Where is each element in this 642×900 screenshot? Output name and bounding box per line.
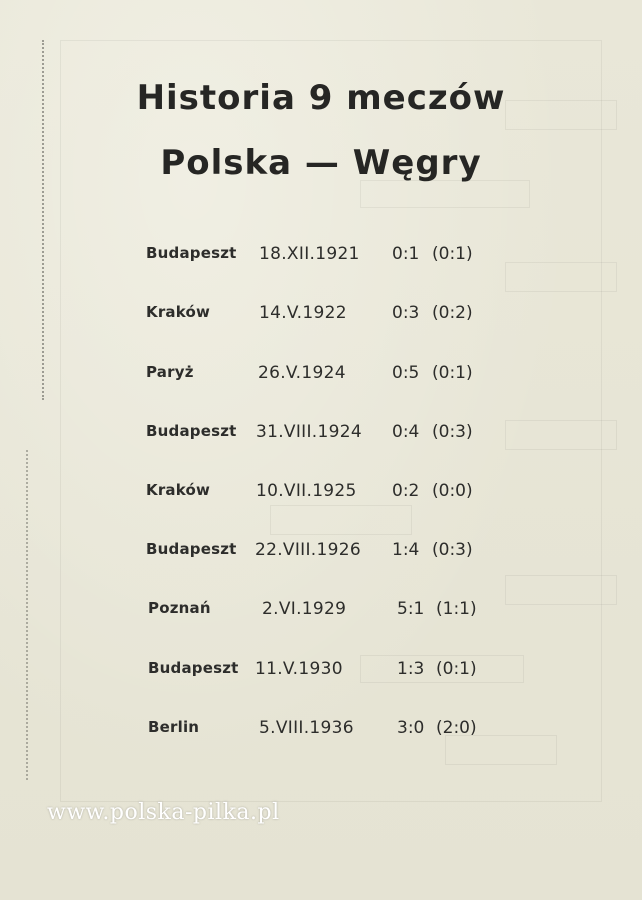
- match-date: 2.VI.1929: [262, 599, 347, 619]
- match-row: [0, 599, 642, 629]
- match-city: Budapeszt: [148, 659, 239, 677]
- match-row: [0, 363, 642, 393]
- match-city: Kraków: [146, 481, 211, 499]
- match-row: [0, 540, 642, 570]
- match-score: 0:2: [392, 481, 420, 501]
- match-row: [0, 481, 642, 511]
- match-halftime-score: (0:1): [436, 659, 477, 679]
- match-date: 22.VIII.1926: [255, 540, 361, 560]
- match-city: Budapeszt: [146, 244, 237, 262]
- match-halftime-score: (0:2): [432, 303, 473, 323]
- match-row: [0, 244, 642, 274]
- match-date: 10.VII.1925: [256, 481, 357, 501]
- match-score: 5:1: [397, 599, 425, 619]
- match-score: 3:0: [397, 718, 425, 738]
- match-score: 0:3: [392, 303, 420, 323]
- match-halftime-score: (1:1): [436, 599, 477, 619]
- match-date: 5.VIII.1936: [259, 718, 354, 738]
- match-date: 18.XII.1921: [259, 244, 360, 264]
- match-date: 11.V.1930: [255, 659, 343, 679]
- match-city: Poznań: [148, 599, 211, 617]
- match-row: [0, 422, 642, 452]
- match-date: 26.V.1924: [258, 363, 346, 383]
- match-score: 1:4: [392, 540, 420, 560]
- match-score: 1:3: [397, 659, 425, 679]
- match-city: Berlin: [148, 718, 200, 736]
- match-halftime-score: (0:3): [432, 540, 473, 560]
- match-score: 0:5: [392, 363, 420, 383]
- match-city: Kraków: [146, 303, 211, 321]
- page-subtitle: Polska — Węgry: [160, 143, 482, 183]
- match-row: [0, 718, 642, 748]
- page-title: Historia 9 meczów: [136, 78, 506, 118]
- match-city: Paryż: [146, 363, 194, 381]
- match-halftime-score: (0:3): [432, 422, 473, 442]
- match-halftime-score: (0:1): [432, 244, 473, 264]
- match-row: [0, 659, 642, 689]
- match-halftime-score: (2:0): [436, 718, 477, 738]
- site-watermark: www.polska-pilka.pl: [47, 800, 280, 825]
- match-city: Budapeszt: [146, 540, 237, 558]
- match-score: 0:4: [392, 422, 420, 442]
- show-through-box: [360, 180, 530, 208]
- match-row: [0, 303, 642, 333]
- match-date: 31.VIII.1924: [256, 422, 362, 442]
- match-date: 14.V.1922: [259, 303, 347, 323]
- match-halftime-score: (0:1): [432, 363, 473, 383]
- match-city: Budapeszt: [146, 422, 237, 440]
- match-halftime-score: (0:0): [432, 481, 473, 501]
- match-score: 0:1: [392, 244, 420, 264]
